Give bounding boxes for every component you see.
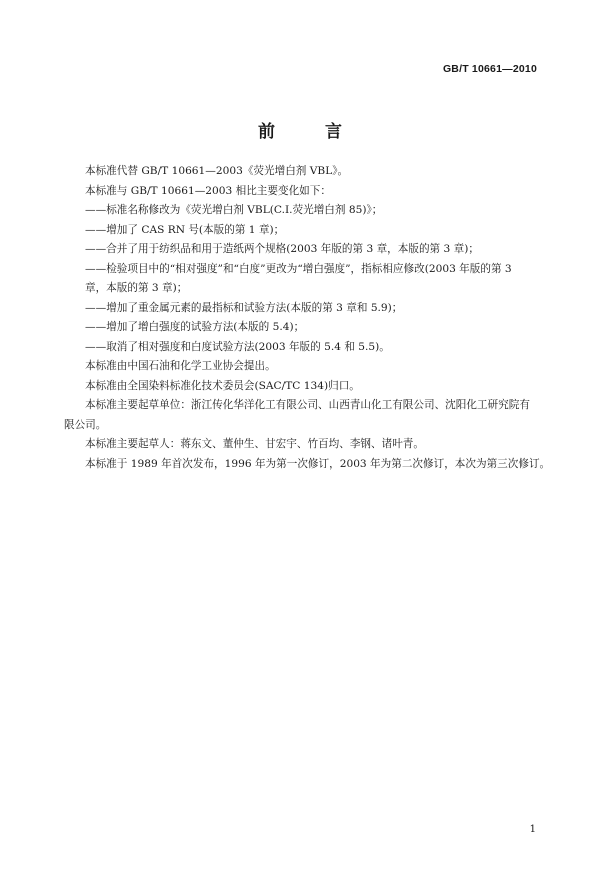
change-item-3: ——合并了用于纺织品和用于造纸两个规格(2003 年版的第 3 章，本版的第 3 章)；: [85, 243, 479, 255]
standard-code-header: GB/T 10661—2010: [442, 63, 537, 75]
change-item-2: ——增加了 CAS RN 号(本版的第 1 章)；: [85, 223, 285, 236]
page-title: 前 言: [258, 122, 364, 142]
paragraph-replaces: 本标准代替 GB/T 10661—2003《荧光增白剂 VBL》。: [85, 165, 349, 177]
paragraph-drafters: 本标准主要起草人：蒋东文、董仲生、甘宏宇、竹百均、李钢、诸叶青。: [85, 438, 424, 450]
paragraph-centralized-by: 本标准由全国染料标准化技术委员会(SAC/TC 134)归口。: [85, 379, 360, 392]
paragraph-history: 本标准于 1989 年首次发布，1996 年为第一次修订，2003 年为第二次修订，本次为第三次修订。: [85, 457, 551, 470]
change-item-6: ——增加了增白强度的试验方法(本版的 5.4)；: [85, 321, 305, 333]
paragraph-proposed-by: 本标准由中国石油和化学工业协会提出。: [85, 360, 276, 372]
change-item-4: ——检验项目中的“相对强度”和“白度”更改为“增白强度”，指标相应修改(2003 年版的第 3 章，本版的第 3 章)；: [85, 262, 512, 294]
paragraph-drafting-units: 本标准主要起草单位：浙江传化华洋化工有限公司、山西青山化工有限公司、沈阳化工研究院有限公司。: [64, 399, 530, 431]
change-item-1: ——标准名称修改为《荧光增白剂 VBL(C.I.荧光增白剂 85)》；: [85, 204, 383, 216]
change-item-5: ——增加了重金属元素的最指标和试验方法(本版的第 3 章和 5.9)；: [85, 301, 403, 314]
foreword-body: [64, 162, 551, 474]
paragraph-changes-intro: 本标准与 GB/T 10661—2003 相比主要变化如下：: [85, 184, 331, 197]
change-item-7: ——取消了相对强度和白度试验方法(2003 年版的 5.4 和 5.5)。: [85, 340, 390, 353]
page-number: 1: [529, 824, 536, 835]
